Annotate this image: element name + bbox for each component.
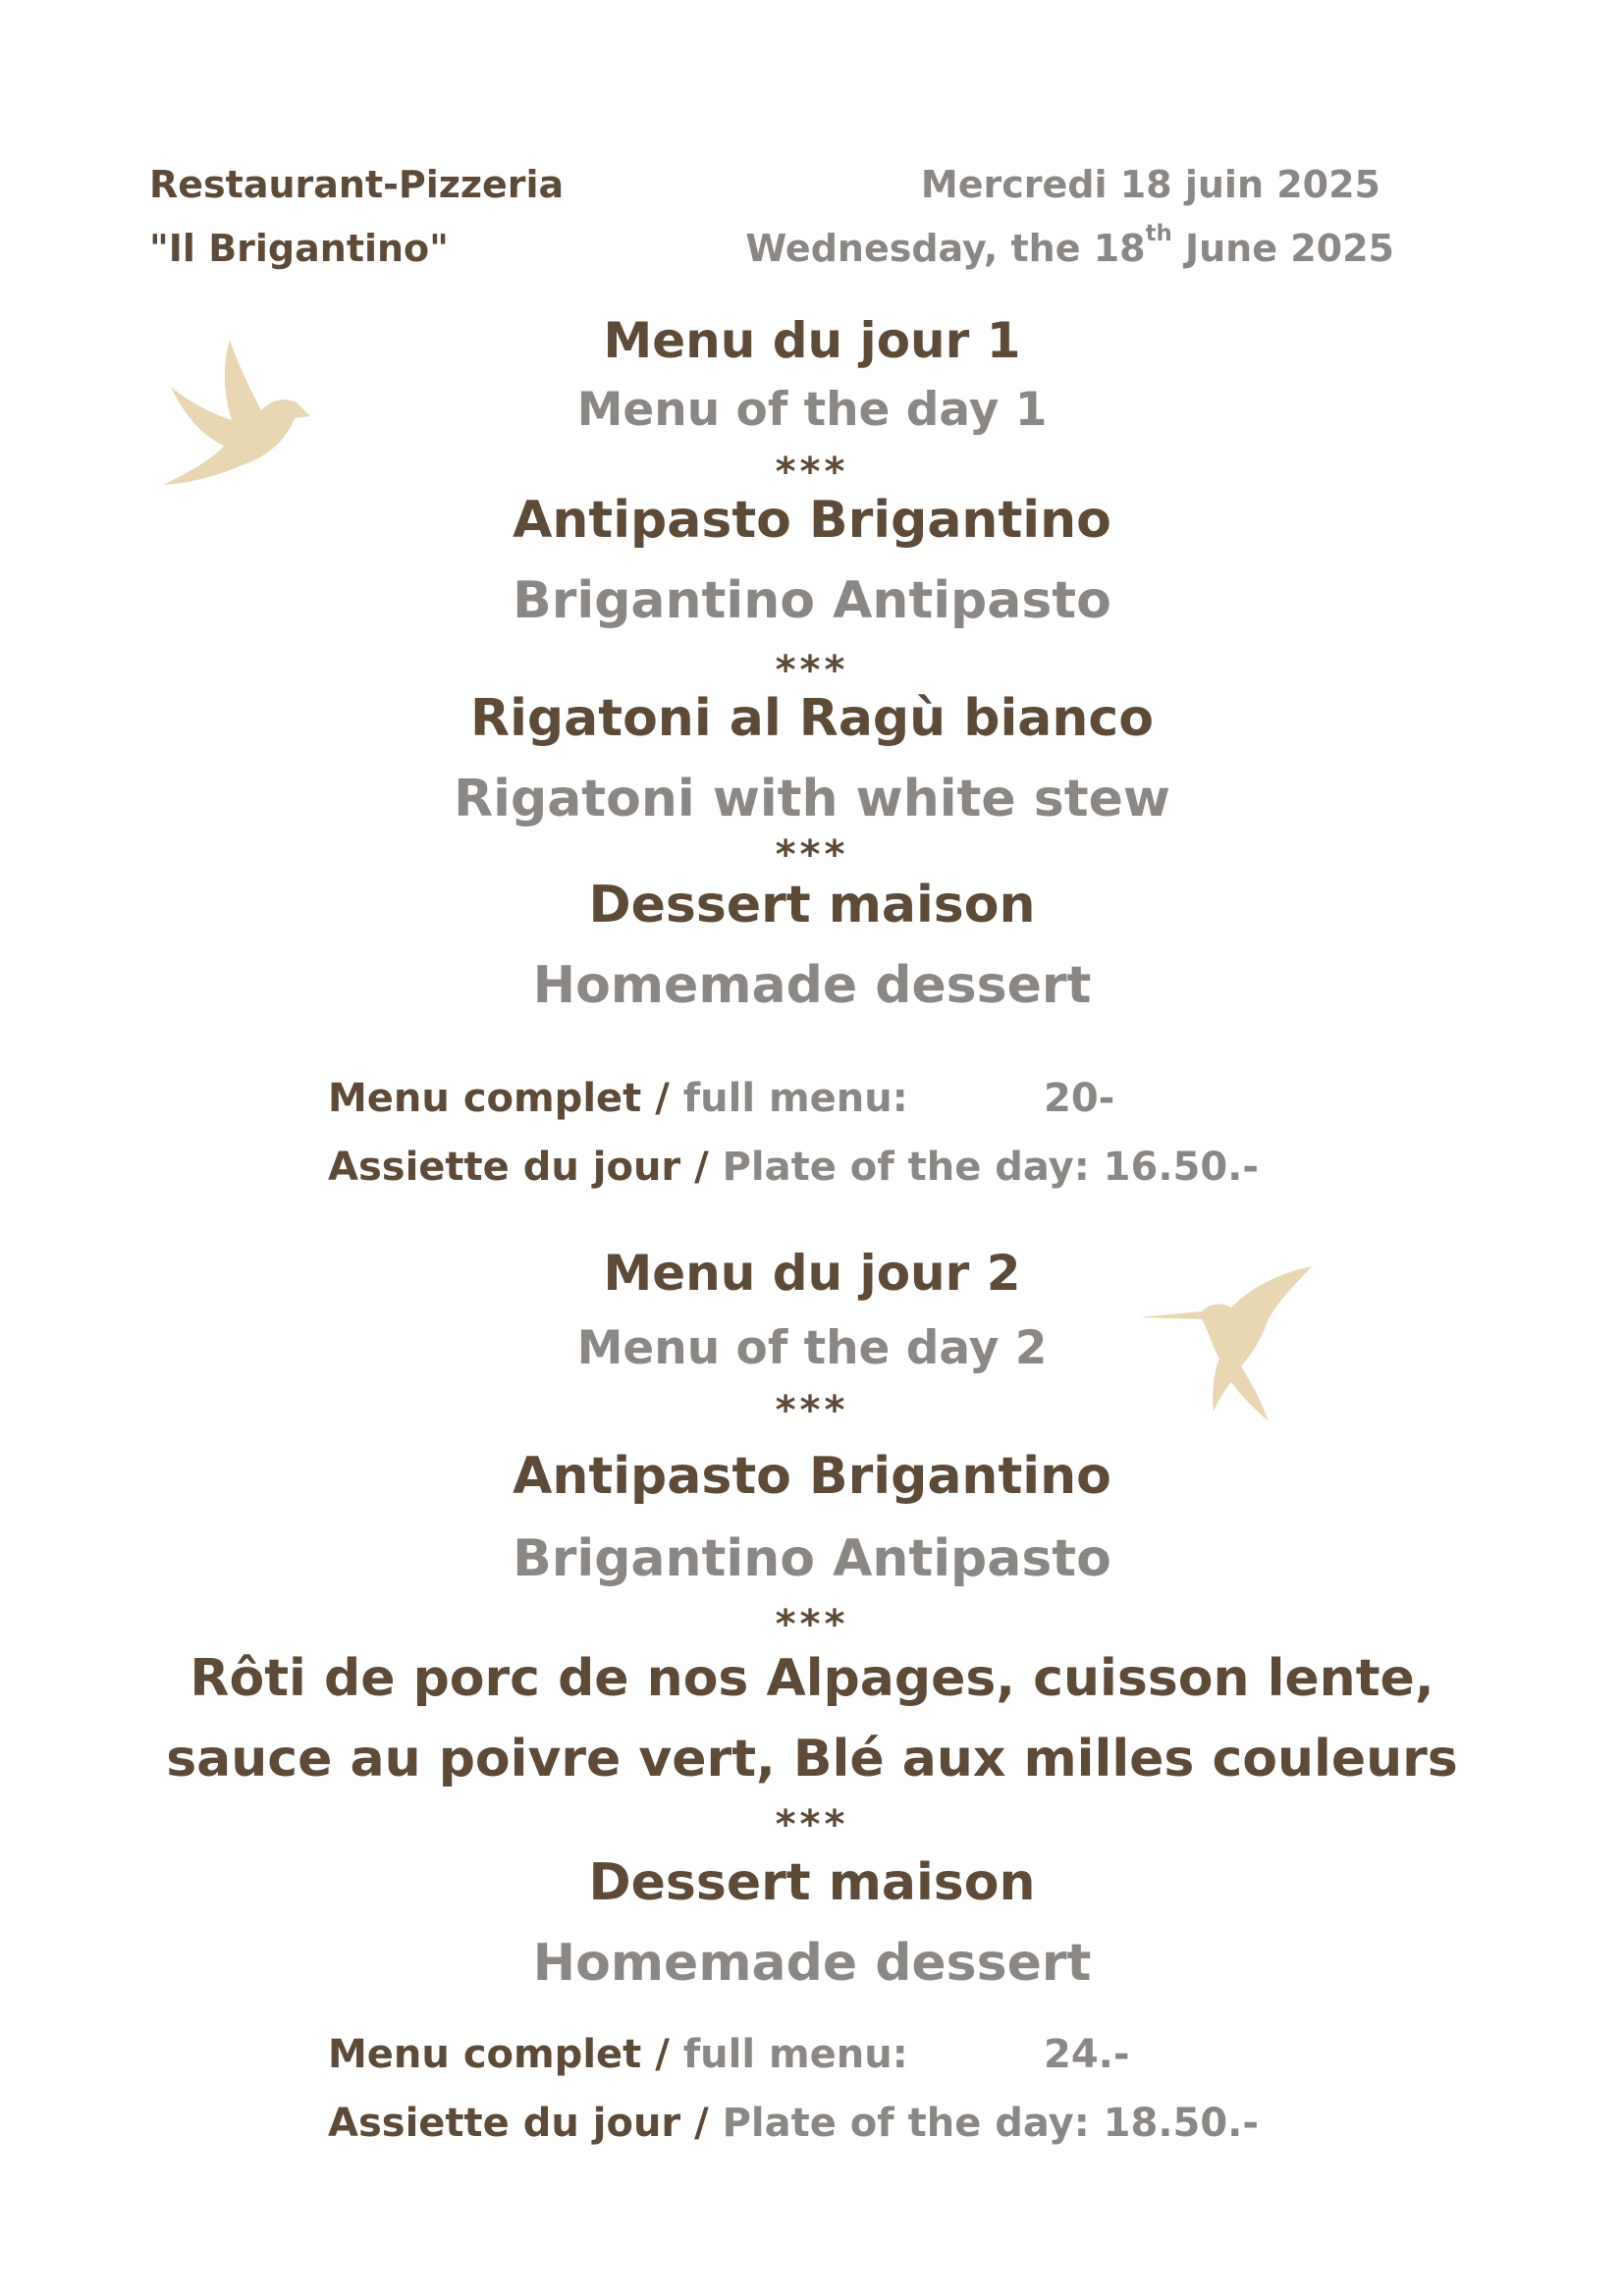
menu1-full-menu-price: 20- [1044, 1076, 1115, 1121]
menu1-full-menu-label: Menu complet / full menu: [328, 1076, 908, 1121]
menu2-full-menu-label: Menu complet / full menu: [328, 2032, 908, 2077]
date-french: Mercredi 18 juin 2025 [920, 163, 1380, 206]
separator: *** [775, 648, 849, 693]
menu1-title-en: Menu of the day 1 [576, 383, 1048, 437]
menu1-dessert-en: Homemade dessert [532, 956, 1092, 1015]
menu1-starter-fr: Antipasto Brigantino [513, 491, 1111, 550]
menu2-starter-en: Brigantino Antipasto [513, 1529, 1111, 1588]
menu2-dessert-en: Homemade dessert [532, 1934, 1092, 1993]
menu2-dessert-fr: Dessert maison [588, 1853, 1036, 1912]
menu1-plate-label: Assiette du jour / Plate of the day: 16.50.- [328, 1145, 1259, 1190]
menu2-main-line1: Rôti de porc de nos Alpages, cuisson lente, [189, 1649, 1435, 1708]
menu2-starter-fr: Antipasto Brigantino [513, 1447, 1111, 1506]
menu1-dessert-fr: Dessert maison [588, 876, 1036, 934]
menu2-plate-price: 18.50.- [1103, 2101, 1259, 2146]
date-english: Wednesday, the 18th June 2025 [745, 221, 1394, 270]
separator: *** [775, 1602, 849, 1647]
menu1-main-fr: Rigatoni al Ragù bianco [470, 689, 1154, 748]
separator: *** [775, 450, 849, 495]
separator: *** [775, 1388, 849, 1433]
restaurant-brand: "Il Brigantino" [149, 227, 449, 270]
menu2-title-fr: Menu du jour 2 [603, 1245, 1021, 1302]
menu2-title-en: Menu of the day 2 [576, 1321, 1048, 1375]
separator: *** [775, 832, 849, 878]
menu1-main-en: Rigatoni with white stew [454, 770, 1170, 828]
menu2-main-line2: sauce au poivre vert, Blé aux milles couleurs [166, 1730, 1458, 1789]
menu2-full-menu-price: 24.- [1044, 2032, 1130, 2077]
restaurant-name: Restaurant-Pizzeria [149, 163, 565, 206]
menu1-plate-price: 16.50.- [1103, 1145, 1259, 1190]
separator: *** [775, 1802, 849, 1847]
menu1-title-fr: Menu du jour 1 [603, 312, 1021, 369]
menu1-starter-en: Brigantino Antipasto [513, 571, 1111, 630]
menu2-plate-label: Assiette du jour / Plate of the day: 18.50.- [328, 2101, 1259, 2146]
